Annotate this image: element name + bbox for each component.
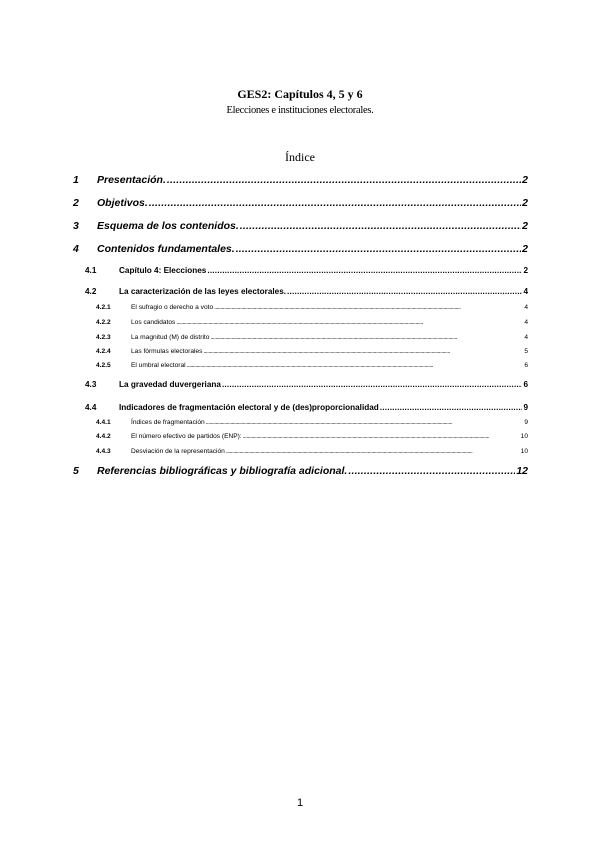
toc-dot-leader (206, 419, 524, 426)
toc-entry-label: La caracterización de las leyes electorales. (119, 287, 287, 296)
toc-dot-leader (222, 380, 523, 389)
toc-entry-presentacion[interactable] (73, 174, 528, 186)
document-title: GES2: Capítulos 4, 5 y 6 (237, 87, 363, 101)
toc-entry-number: 4.2.3 (96, 334, 111, 341)
toc-entry-indices-fragmentacion[interactable] (96, 419, 528, 426)
toc-entry-label: Presentación. (97, 174, 166, 186)
document-subtitle: Elecciones e instituciones electorales. (226, 105, 374, 116)
toc-entry-number: 4.2 (85, 287, 97, 296)
toc-entry-contenidos[interactable] (73, 243, 528, 255)
toc-entry-label: Las fórmulas electorales (131, 348, 203, 355)
toc-entry-number: 4.2.4 (96, 348, 111, 355)
toc-entry-number: 4.4.3 (96, 448, 111, 455)
toc-entry-label: Objetivos. (97, 197, 148, 209)
toc-entry-page: 2 (522, 197, 528, 209)
toc-entry-page: 4 (524, 319, 528, 326)
toc-entry-label: La gravedad duvergeriana (119, 380, 221, 389)
toc-entry-indicadores[interactable] (85, 403, 528, 412)
toc-entry-page: 9 (523, 403, 528, 412)
toc-entry-page: 2 (522, 243, 528, 255)
toc-entry-candidatos[interactable] (96, 319, 528, 326)
toc-entry-page: 2 (522, 220, 528, 232)
toc-entry-number: 4.4.2 (96, 433, 111, 440)
toc-entry-number: 4.2.2 (96, 319, 111, 326)
toc-entry-number: 4.2.5 (96, 362, 111, 369)
toc-entry-number: 2 (73, 197, 79, 209)
toc-entry-label: Referencias bibliográficas y bibliografía adicional. (97, 465, 348, 477)
toc-entry-number: 4.4.1 (96, 419, 111, 426)
toc-entry-page: 5 (524, 348, 528, 355)
toc-dot-leader (149, 197, 521, 209)
toc-entry-number: 1 (73, 174, 79, 186)
toc-dot-leader (214, 304, 523, 311)
toc-entry-label: Capítulo 4: Elecciones (119, 266, 207, 275)
toc-entry-sufragio[interactable] (96, 304, 528, 311)
toc-entry-page: 4 (523, 287, 528, 296)
page-number: 1 (296, 797, 304, 809)
toc-entry-page: 9 (524, 419, 528, 426)
toc-entry-label: Contenidos fundamentales. (97, 243, 235, 255)
toc-entry-objetivos[interactable] (73, 197, 528, 209)
toc-entry-desviacion[interactable] (96, 448, 528, 455)
toc-entry-formulas[interactable] (96, 348, 528, 355)
toc-entry-enp[interactable] (96, 433, 528, 440)
toc-entry-page: 12 (516, 465, 528, 477)
toc-heading: Índice (285, 150, 315, 164)
toc-entry-capitulo-4[interactable] (85, 266, 528, 275)
toc-dot-leader (226, 448, 520, 455)
toc-entry-label: El número efectivo de partidos (ENP): (131, 433, 242, 440)
toc-dot-leader (187, 362, 524, 369)
toc-dot-leader (287, 287, 522, 296)
toc-entry-number: 4.1 (85, 266, 97, 275)
toc-dot-leader (243, 433, 520, 440)
toc-entry-magnitud[interactable] (96, 334, 528, 341)
toc-entry-page: 4 (524, 334, 528, 341)
toc-dot-leader (348, 465, 515, 477)
toc-entry-number: 4 (73, 243, 79, 255)
toc-entry-page: 6 (523, 380, 528, 389)
toc-dot-leader (207, 266, 522, 275)
toc-dot-leader (240, 220, 521, 232)
toc-entry-label: El sufragio o derecho a voto (131, 304, 214, 311)
toc-dot-leader (167, 174, 521, 186)
toc-dot-leader (210, 334, 523, 341)
toc-entry-label: Desviación de la representación (131, 448, 225, 455)
toc-dot-leader (380, 403, 523, 412)
toc-entry-label: Indicadores de fragmentación electoral y de (des)proporcionalidad (119, 403, 379, 412)
toc-entry-number: 3 (73, 220, 79, 232)
toc-entry-number: 4.4 (85, 403, 97, 412)
toc-entry-page: 6 (524, 362, 528, 369)
toc-entry-number: 4.2.1 (96, 304, 111, 311)
toc-entry-umbral[interactable] (96, 362, 528, 369)
toc-entry-referencias[interactable] (73, 465, 528, 477)
toc-entry-page: 4 (524, 304, 528, 311)
toc-entry-page: 2 (523, 266, 528, 275)
toc-dot-leader (176, 319, 523, 326)
toc-entry-gravedad[interactable] (85, 380, 528, 389)
toc-entry-number: 5 (73, 465, 79, 477)
toc-entry-number: 4.3 (85, 380, 97, 389)
toc-entry-esquema[interactable] (73, 220, 528, 232)
toc-entry-page: 10 (520, 433, 528, 440)
toc-dot-leader (203, 348, 523, 355)
toc-entry-leyes-electorales[interactable] (85, 287, 528, 296)
toc-entry-label: Esquema de los contenidos. (97, 220, 239, 232)
toc-entry-label: La magnitud (M) de distrito (131, 334, 210, 341)
toc-entry-label: El umbral electoral (131, 362, 186, 369)
toc-dot-leader (236, 243, 521, 255)
toc-entry-page: 2 (522, 174, 528, 186)
toc-entry-label: Los candidatos (131, 319, 176, 326)
toc-entry-label: Índices de fragmentación (131, 419, 205, 426)
toc-entry-page: 10 (520, 448, 528, 455)
